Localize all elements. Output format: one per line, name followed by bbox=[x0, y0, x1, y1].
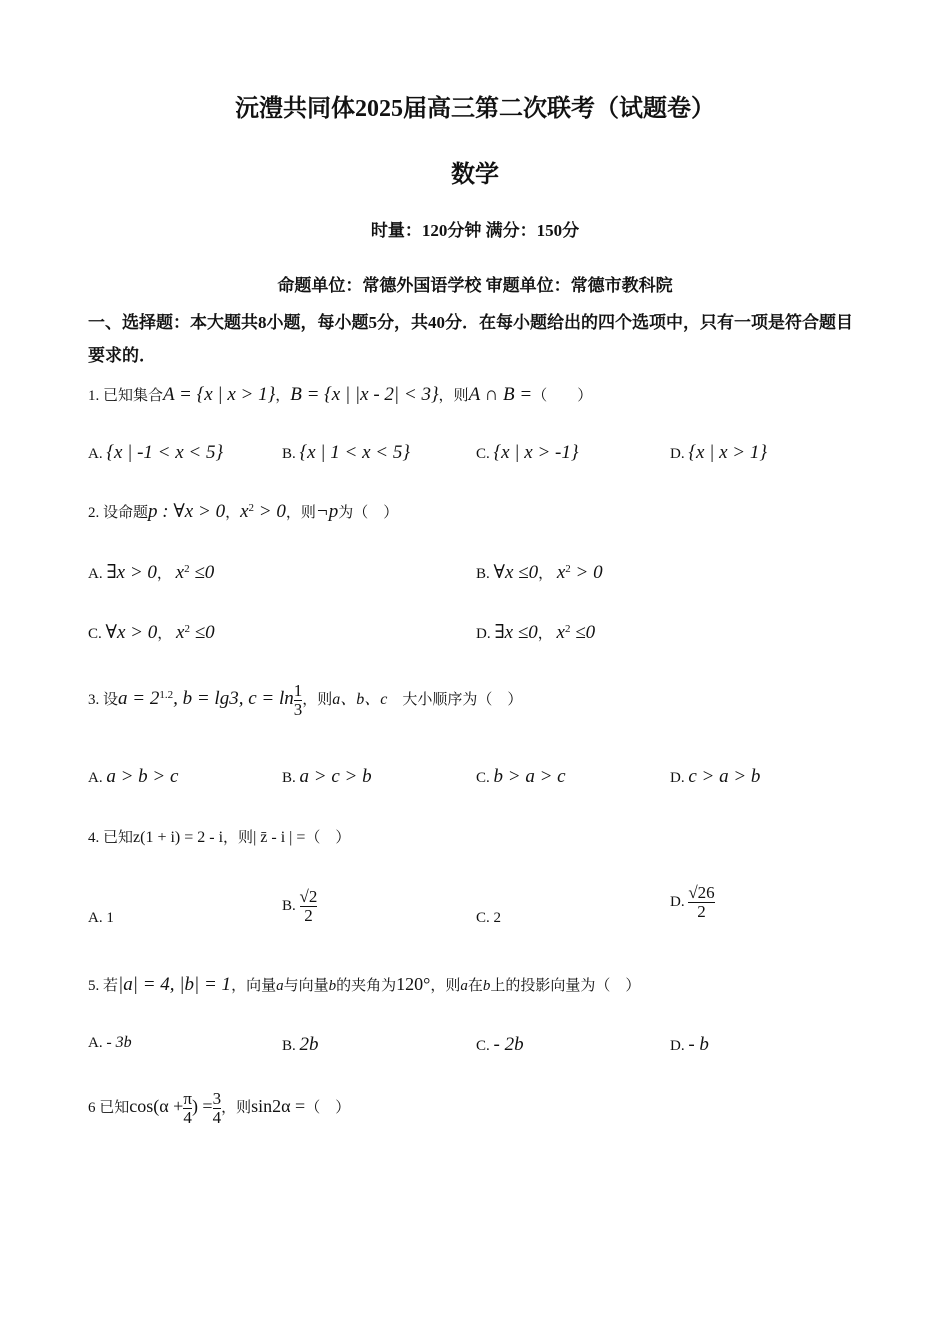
question-1-stem bbox=[88, 384, 592, 406]
option-content: 2b bbox=[299, 1034, 319, 1055]
question-4-stem bbox=[88, 826, 350, 847]
option-label: B. bbox=[476, 566, 490, 582]
q5-vector-a: a bbox=[276, 978, 284, 994]
q3-exponent: 1.2 bbox=[159, 688, 174, 701]
exam-title: 沅澧共同体2025届高三第二次联考（试题卷） bbox=[235, 96, 715, 122]
option-content: ∀x > 0 bbox=[105, 622, 158, 643]
question-3-stem bbox=[88, 682, 522, 719]
q5-text: 在 bbox=[467, 978, 483, 994]
q3-expr-rest: , b = lg3, c = ln bbox=[173, 687, 294, 709]
option-label: C. bbox=[88, 626, 102, 642]
q5-vector-a2: a bbox=[460, 978, 468, 994]
option-label: D. bbox=[670, 1038, 685, 1054]
question-2-stem: 2. 设命题p : ∀x > 0，$x^2 > 0$，则¬p为（ ） bbox=[88, 501, 399, 522]
q3-tail: 大小顺序为（ ） bbox=[402, 691, 523, 708]
q2-neg: ¬p bbox=[315, 501, 339, 522]
option-label: B. bbox=[282, 770, 296, 786]
option-content: ∃x ≤0 bbox=[494, 622, 538, 643]
option-content: {x | x > -1} bbox=[493, 442, 579, 463]
q6-prefix: 6 已知 bbox=[88, 1099, 130, 1116]
option-label: D. bbox=[670, 446, 685, 462]
q2-option-a[interactable]: A. ∃x > 0， $x^2 \le 0$ bbox=[88, 562, 215, 583]
fraction-numerator: 3 bbox=[212, 1089, 222, 1108]
q1-option-a[interactable] bbox=[88, 442, 223, 464]
q5-tail: 上的投影向量为（ ） bbox=[490, 978, 641, 994]
fraction-denominator: 4 bbox=[212, 1107, 222, 1127]
q4-b-fraction bbox=[300, 888, 318, 925]
q4-option-c[interactable] bbox=[476, 910, 501, 927]
option-content: ≤0 bbox=[189, 562, 215, 583]
q2-prop-p: p : ∀x > 0 bbox=[148, 501, 226, 522]
q3-option-b[interactable] bbox=[282, 766, 372, 788]
q3-expr-a: a = 2 bbox=[118, 687, 160, 709]
option-label: B. bbox=[282, 897, 296, 914]
q1-set-b: B = {x | |x - 2| < 3} bbox=[290, 384, 439, 405]
q1-set-a: A = {x | x > 1} bbox=[163, 384, 276, 405]
q4-option-d[interactable] bbox=[670, 884, 715, 921]
option-label: A. bbox=[88, 770, 103, 786]
q5-vector-b2: b bbox=[482, 978, 491, 994]
fraction-numerator: π bbox=[183, 1089, 192, 1108]
q6-expr2: sin2α = bbox=[251, 1095, 306, 1116]
option-content: - b bbox=[688, 1034, 709, 1055]
question-5-stem bbox=[88, 974, 640, 996]
option-content: ≤0 bbox=[189, 622, 215, 643]
option-label: C. bbox=[476, 1038, 490, 1054]
q3-suffix: ，则 bbox=[302, 691, 333, 708]
option-content: > 0 bbox=[570, 562, 603, 583]
option-content: ∀x ≤0 bbox=[493, 562, 539, 583]
option-label: C. 2 bbox=[476, 910, 502, 926]
q4-option-a[interactable] bbox=[88, 910, 114, 927]
q1-expr: A ∩ B = bbox=[468, 384, 533, 405]
q1-prefix: 1. 已知集合 bbox=[88, 388, 164, 404]
option-content: x bbox=[176, 622, 185, 643]
q4-expr2: | z̄ - i | = bbox=[253, 829, 306, 846]
q3-option-d[interactable] bbox=[670, 766, 760, 788]
time-score-info: 时量：120分钟 满分：150分 bbox=[370, 221, 580, 240]
option-label: B. bbox=[282, 1038, 296, 1054]
q5-option-d[interactable] bbox=[670, 1034, 709, 1056]
fraction-denominator: 2 bbox=[304, 905, 313, 925]
fraction-denominator: 4 bbox=[183, 1107, 192, 1127]
option-content: b > a > c bbox=[493, 766, 566, 787]
q4-suffix: ，则 bbox=[223, 830, 254, 846]
q5-text: 与向量 bbox=[283, 978, 329, 994]
option-content: - 3b bbox=[106, 1034, 132, 1051]
q2-comma: ， bbox=[225, 505, 241, 521]
q4-option-b[interactable] bbox=[282, 888, 317, 925]
fraction-numerator: √2 bbox=[299, 887, 318, 906]
q5-text: 的夹角为 bbox=[336, 978, 397, 994]
q3-fraction bbox=[294, 682, 303, 719]
option-label: A. bbox=[88, 1035, 103, 1051]
q5-option-a[interactable] bbox=[88, 1034, 132, 1052]
q6-expr-left: cos(α + bbox=[129, 1095, 184, 1116]
option-label: A. bbox=[88, 446, 103, 462]
option-label: B. bbox=[282, 446, 296, 462]
q5-vector-b: b bbox=[328, 978, 337, 994]
q3-vars: a、b、c bbox=[332, 690, 388, 708]
q4-expr: z(1 + i) = 2 - i bbox=[133, 829, 224, 846]
option-content: - 2b bbox=[493, 1034, 524, 1055]
option-label: D. bbox=[476, 626, 491, 642]
option-content: {x | 1 < x < 5} bbox=[299, 442, 410, 463]
q4-prefix: 4. 已知 bbox=[88, 830, 134, 846]
fraction-denominator: 2 bbox=[697, 901, 706, 921]
q4-d-fraction bbox=[688, 884, 714, 921]
q5-angle: 120° bbox=[396, 974, 431, 994]
q3-option-c[interactable] bbox=[476, 766, 566, 788]
author-units: 命题单位：常德外国语学校 审题单位：常德市教科院 bbox=[277, 276, 673, 295]
q2-option-b[interactable]: B. ∀x ≤0， $x^2 > 0$ bbox=[476, 562, 603, 583]
option-content: {x | -1 < x < 5} bbox=[106, 442, 224, 463]
question-6-stem bbox=[88, 1090, 350, 1127]
q2-option-d[interactable]: D. ∃x ≤0， $x^2 \le 0$ bbox=[476, 622, 596, 643]
q2-prefix: 2. 设命题 bbox=[88, 505, 149, 521]
option-content: c > a > b bbox=[688, 766, 761, 787]
q5-option-c[interactable] bbox=[476, 1034, 524, 1056]
q5-expr: |a| = 4, |b| = 1 bbox=[118, 974, 232, 995]
q5-suffix: ，向量 bbox=[231, 978, 277, 994]
q6-expr-mid: ) = bbox=[191, 1095, 213, 1116]
q6-fraction-value bbox=[213, 1090, 222, 1127]
q6-paren: （ ） bbox=[305, 1099, 351, 1116]
option-content: ≤0 bbox=[570, 622, 596, 643]
q2-cond-rest: > 0 bbox=[254, 501, 286, 522]
q5-text: ，则 bbox=[430, 978, 461, 994]
q2-tail: 为（ ） bbox=[338, 505, 399, 521]
q1-comma: ， bbox=[275, 388, 291, 404]
q2-option-c[interactable]: C. ∀x > 0， $x^2 \le 0$ bbox=[88, 622, 215, 643]
fraction-numerator: 1 bbox=[293, 681, 303, 700]
q2-suffix: ，则 bbox=[285, 505, 316, 521]
option-label: C. bbox=[476, 770, 490, 786]
option-content: a > c > b bbox=[299, 766, 372, 787]
option-content: x bbox=[175, 562, 185, 583]
q1-option-d[interactable] bbox=[670, 442, 767, 464]
fraction-numerator: √26 bbox=[688, 883, 715, 902]
q4-paren: （ ） bbox=[305, 830, 351, 846]
q1-option-b[interactable] bbox=[282, 442, 410, 464]
option-label: D. bbox=[670, 893, 685, 910]
q1-paren: （ ） bbox=[532, 388, 593, 404]
option-content: x bbox=[556, 622, 565, 643]
q6-fraction-pi bbox=[183, 1090, 192, 1127]
option-content: a > b > c bbox=[106, 766, 179, 787]
q5-option-b[interactable] bbox=[282, 1034, 319, 1056]
section-heading: 一、选择题：本大题共8小题，每小题5分，共40分．在每小题给出的四个选项中，只有一项是符合题目要求的． bbox=[88, 313, 853, 365]
q3-option-a[interactable] bbox=[88, 766, 178, 788]
option-content: {x | x > 1} bbox=[688, 442, 767, 463]
fraction-denominator: 3 bbox=[293, 699, 303, 719]
q1-suffix: ，则 bbox=[438, 388, 469, 404]
q6-suffix: ，则 bbox=[221, 1099, 252, 1116]
option-label: A. 1 bbox=[88, 910, 114, 926]
q1-option-c[interactable] bbox=[476, 442, 578, 464]
option-content: ∃x > 0 bbox=[106, 562, 157, 583]
subject-heading: 数学 bbox=[451, 162, 499, 188]
q5-prefix: 5. 若 bbox=[88, 978, 119, 994]
option-label: A. bbox=[88, 566, 103, 582]
option-content: x bbox=[556, 562, 566, 583]
option-label: C. bbox=[476, 446, 490, 462]
q3-prefix: 3. 设 bbox=[88, 691, 119, 708]
option-label: D. bbox=[670, 770, 685, 786]
q2-cond: x bbox=[240, 501, 249, 522]
